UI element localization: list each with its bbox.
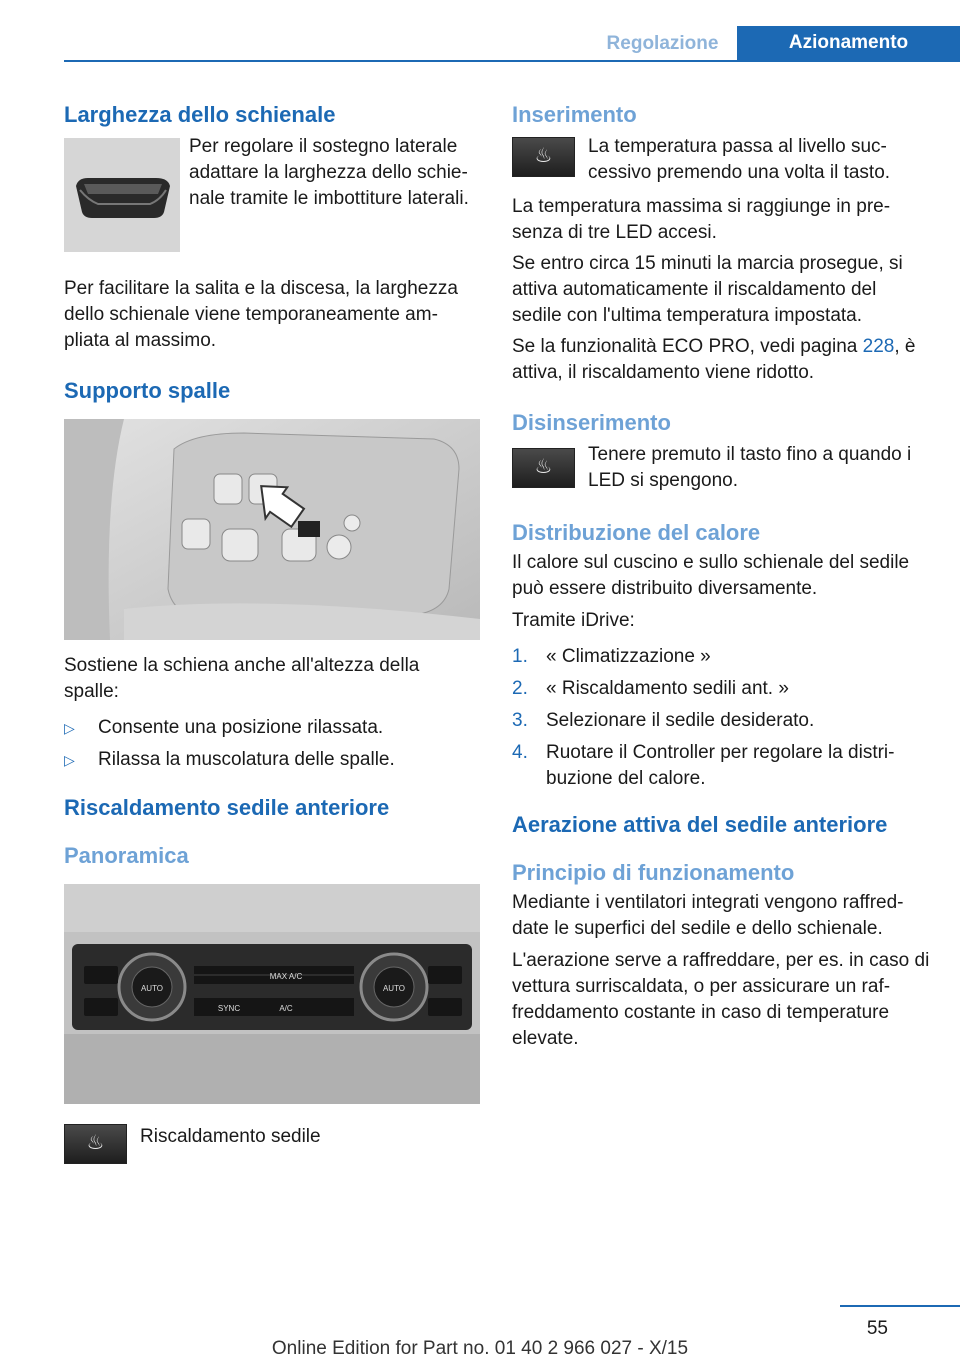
panel-label-auto-right: AUTO	[382, 984, 406, 993]
backrest-width-paragraph: Per facilitare la salita e la discesa, la larghezza dello schienale viene temporaneamente ampliata al massimo.	[64, 278, 458, 351]
page-link-228[interactable]: 228	[862, 336, 895, 357]
switch-on-paragraph-3: Se la funzionalità ECO PRO, vedi pagina 228, è attiva, il riscaldamento viene ridotto.	[512, 336, 916, 383]
seat-heating-button-image	[512, 448, 575, 488]
heat-distribution-paragraph: Il calore sul cuscino e sullo schienale del sedile può essere distribuito diversamente.	[512, 552, 910, 599]
seat-heating-icon: ♨	[534, 145, 553, 167]
shoulder-support-text: Sostiene la schiena anche all'altezza della spalle:	[64, 655, 420, 702]
list-item: ▷ Consente una posizione rilassata.	[64, 715, 484, 741]
panel-label-maxac: MAX A/C	[269, 972, 303, 981]
seat-heating-icon: ♨	[86, 1132, 105, 1154]
ventilation-paragraph-1: Mediante i ventilatori integrati vengono raffreddate le superfici del sedile e dello schienale.	[512, 892, 904, 939]
seat-heating-button-image	[512, 137, 575, 177]
section-title-shoulder-support: Supporto spalle	[64, 378, 231, 403]
list-item: 3. Selezionare il sedile desiderato.	[512, 710, 815, 731]
seat-heating-button-image	[64, 1124, 127, 1164]
right-column	[512, 100, 930, 1052]
header-rule	[64, 60, 960, 62]
list-item: ▷ Rilassa la muscolatura delle spalle.	[64, 747, 484, 773]
triangle-bullet-icon: ▷	[64, 720, 75, 736]
seat-heating-caption: Riscaldamento sedile	[140, 1126, 321, 1147]
ventilation-paragraph-2: L'aerazione serve a raffreddare, per es. in caso di vettura surriscaldata, o per assicurare un raffreddamento costante in caso di temperature elevate.	[512, 950, 930, 1049]
switch-on-paragraph-1: La temperatura massima si raggiunge in presenza di tre LED accesi.	[512, 196, 891, 243]
left-column	[64, 100, 484, 1166]
backrest-width-text: Per regolare il sostegno laterale adattare la larghezza dello schienale tramite le imbottiture laterali.	[189, 136, 469, 209]
tab-azionamento[interactable]: Azionamento	[737, 26, 960, 62]
footer-rule	[840, 1305, 960, 1307]
climate-panel-photo	[64, 884, 480, 1104]
switch-off-text: Tenere premuto il tasto fino a quando i LED si spengono.	[588, 444, 912, 491]
list-item: 4. Ruotare il Controller per regolare la distribuzione del calore.	[512, 742, 895, 789]
page-number: 55	[866, 1318, 888, 1339]
panel-label-ac: A/C	[279, 1004, 293, 1013]
section-title-seat-heating: Riscaldamento sedile anteriore	[64, 795, 390, 820]
list-item: 2. « Riscaldamento sedili ant. »	[512, 678, 789, 699]
section-title-backrest-width: Larghezza dello schienale	[64, 102, 336, 127]
idrive-intro: Tramite iDrive:	[512, 610, 635, 631]
list-item: 1. « Climatizzazione »	[512, 646, 711, 667]
subsection-title-operating-principle: Principio di funzionamento	[512, 860, 795, 885]
switch-on-paragraph-2: Se entro circa 15 minuti la marcia prosegue, si attiva automaticamente il riscaldamento del sedile con l'ultima temperatura impostata.	[512, 253, 903, 326]
section-title-heat-distribution: Distribuzione del calore	[512, 520, 761, 545]
backrest-width-switch-image	[64, 138, 180, 252]
edition-note: Online Edition for Part no. 01 40 2 966 027 - X/15	[271, 1338, 689, 1359]
seat-heating-icon: ♨	[534, 456, 553, 478]
idrive-steps	[512, 644, 930, 792]
section-title-switch-off: Disinserimento	[512, 410, 671, 435]
tab-regolazione[interactable]: Regolazione	[606, 33, 719, 54]
subsection-title-overview: Panoramica	[64, 843, 189, 868]
triangle-bullet-icon: ▷	[64, 752, 75, 768]
panel-label-auto-left: AUTO	[140, 984, 164, 993]
seat-controls-photo	[64, 419, 480, 640]
panel-label-sync: SYNC	[217, 1004, 241, 1013]
section-title-active-seat-ventilation: Aerazione attiva del sedile anteriore	[512, 812, 888, 837]
section-title-switch-on: Inserimento	[512, 102, 637, 127]
switch-on-text: La temperatura passa al livello successivo premendo una volta il tasto.	[588, 136, 891, 183]
shoulder-support-bullets	[64, 715, 484, 773]
